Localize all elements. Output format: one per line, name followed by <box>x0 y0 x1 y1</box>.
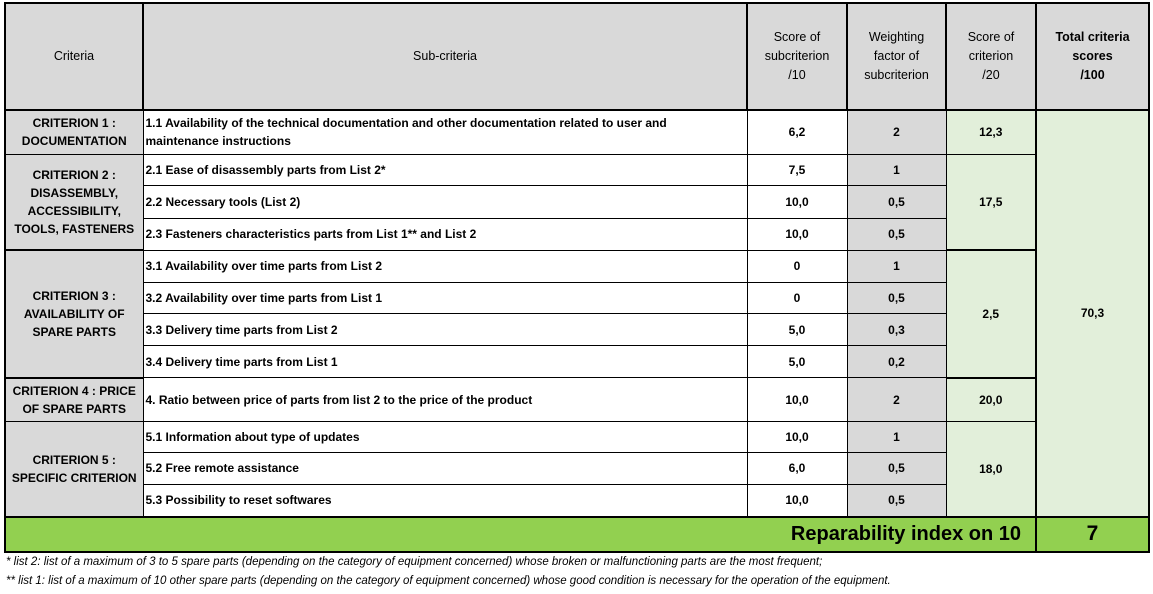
sub-criterion-2-2: 2.2 Necessary tools (List 2) <box>143 186 747 218</box>
sub-criterion-3-3: 3.3 Delivery time parts from List 2 <box>143 314 747 346</box>
weighting-factor: 0,5 <box>847 452 946 484</box>
sub-criterion-2-3: 2.3 Fasteners characteristics parts from List 1** and List 2 <box>143 218 747 250</box>
criterion-5-score: 18,0 <box>946 421 1036 517</box>
table-row <box>5 155 1149 186</box>
subcriterion-score: 6,0 <box>747 452 847 484</box>
weighting-factor: 0,5 <box>847 282 946 313</box>
subcriterion-score: 0 <box>747 250 847 282</box>
header-sub-criteria: Sub-criteria <box>143 3 747 110</box>
sub-criterion-4: 4. Ratio between price of parts from list 2 to the price of the product <box>143 378 747 421</box>
criterion-4-label: CRITERION 4 : PRICE OF SPARE PARTS <box>5 378 143 421</box>
subcriterion-score: 10,0 <box>747 218 847 250</box>
header-score-criterion: Score of criterion /20 <box>946 3 1036 110</box>
weighting-factor: 2 <box>847 110 946 155</box>
criterion-3-label: CRITERION 3 : AVAILABILITY OF SPARE PARTS <box>5 250 143 378</box>
subcriterion-score: 10,0 <box>747 421 847 452</box>
reparability-index-label: Reparability index on 10 <box>5 517 1036 552</box>
subcriterion-score: 0 <box>747 282 847 313</box>
subcriterion-score: 5,0 <box>747 314 847 346</box>
reparability-index-row <box>5 517 1149 552</box>
header-criteria: Criteria <box>5 3 143 110</box>
header-weighting-factor: Weighting factor of subcriterion <box>847 3 946 110</box>
total-criteria-score: 70,3 <box>1036 110 1149 517</box>
sub-criterion-3-2: 3.2 Availability over time parts from List 1 <box>143 282 747 313</box>
weighting-factor: 1 <box>847 155 946 186</box>
subcriterion-score: 10,0 <box>747 485 847 517</box>
criterion-1-score: 12,3 <box>946 110 1036 155</box>
weighting-factor: 0,5 <box>847 485 946 517</box>
subcriterion-score: 7,5 <box>747 155 847 186</box>
subcriterion-score: 6,2 <box>747 110 847 155</box>
sub-criterion-3-1: 3.1 Availability over time parts from List 2 <box>143 250 747 282</box>
table-row <box>5 421 1149 452</box>
sub-criterion-3-4: 3.4 Delivery time parts from List 1 <box>143 346 747 378</box>
footnote-list-1: ** list 1: list of a maximum of 10 other spare parts (depending on the category of equipment concerned) whose good condition is necessary for the operation of the equipment. <box>6 575 891 587</box>
criterion-3-score: 2,5 <box>946 250 1036 378</box>
weighting-factor: 0,3 <box>847 314 946 346</box>
criterion-5-label: CRITERION 5 : SPECIFIC CRITERION <box>5 421 143 517</box>
sub-criterion-5-2: 5.2 Free remote assistance <box>143 452 747 484</box>
table-row <box>5 250 1149 282</box>
criterion-2-label: CRITERION 2 : DISASSEMBLY, ACCESSIBILITY, TOOLS, FASTENERS <box>5 155 143 251</box>
weighting-factor: 0,5 <box>847 186 946 218</box>
weighting-factor: 2 <box>847 378 946 421</box>
subcriterion-score: 5,0 <box>747 346 847 378</box>
header-total-criteria-scores: Total criteria scores /100 <box>1036 3 1149 110</box>
subcriterion-score: 10,0 <box>747 186 847 218</box>
table-row <box>5 378 1149 421</box>
weighting-factor: 1 <box>847 250 946 282</box>
weighting-factor: 0,2 <box>847 346 946 378</box>
weighting-factor: 0,5 <box>847 218 946 250</box>
subcriterion-score: 10,0 <box>747 378 847 421</box>
header-row <box>5 3 1149 110</box>
footnote-list-2: * list 2: list of a maximum of 3 to 5 spare parts (depending on the category of equipment concerned) whose broken or malfunctioning parts are the most frequent; <box>6 556 823 568</box>
sub-criterion-5-3: 5.3 Possibility to reset softwares <box>143 485 747 517</box>
reparability-table <box>4 2 1150 553</box>
sub-criterion-2-1: 2.1 Ease of disassembly parts from List 2* <box>143 155 747 186</box>
weighting-factor: 1 <box>847 421 946 452</box>
sub-criterion-1-1: 1.1 Availability of the technical documentation and other documentation related to user and maintenance instructions <box>143 110 747 155</box>
header-score-subcriterion: Score of subcriterion /10 <box>747 3 847 110</box>
criterion-2-score: 17,5 <box>946 155 1036 251</box>
reparability-index-value: 7 <box>1036 517 1149 552</box>
table-row <box>5 110 1149 155</box>
criterion-4-score: 20,0 <box>946 378 1036 421</box>
sub-criterion-5-1: 5.1 Information about type of updates <box>143 421 747 452</box>
criterion-1-label: CRITERION 1 : DOCUMENTATION <box>5 110 143 155</box>
